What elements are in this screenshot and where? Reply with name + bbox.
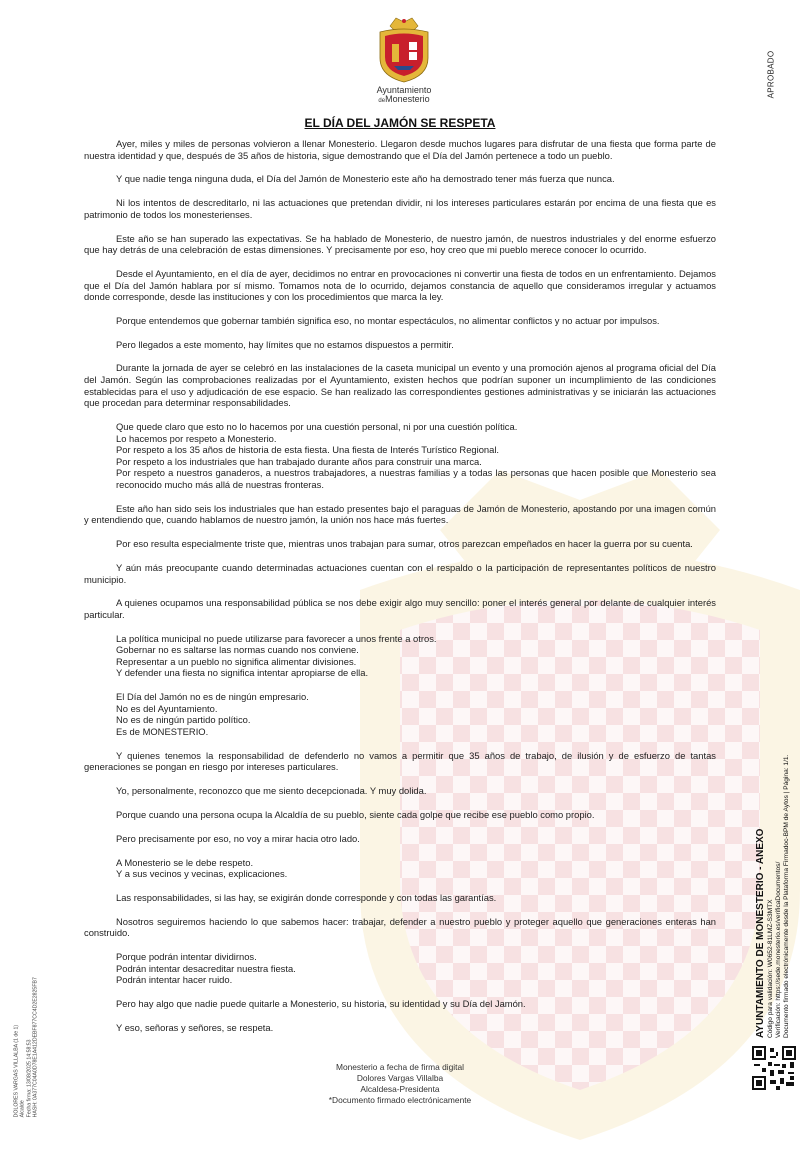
qr-code-icon <box>752 1046 796 1090</box>
paragraph: Porque entendemos que gobernar también significa eso, no montar espectáculos, no alimentar conflictos y no actuar por impulsos. <box>116 314 660 326</box>
block-line: A Monesterio se le debe respeto. <box>116 856 254 868</box>
block-line: Por respeto a los 35 años de historia de esta fiesta. Una fiesta de Interés Turístico Regional. <box>116 444 500 456</box>
block-line: Gobernar no es saltarse las normas cuando nos conviene. <box>116 644 359 656</box>
block-line: Y defender una fiesta no significa intentar apropiarse de ella. <box>116 667 369 679</box>
paragraph: Las responsabilidades, si las hay, se exigirán donde corresponde y con todas las garantías. <box>116 891 497 903</box>
block-line: El Día del Jamón no es de ningún empresario. <box>116 691 309 703</box>
signature-block <box>260 1062 540 1106</box>
paragraph: Ni los intentos de descreditarlo, ni las actuaciones que pretendan dividir, ni los intereses particulares estarán por encima de una fiesta que es patrimonio de todos los monesterienses. <box>84 197 716 220</box>
organization-name <box>346 86 462 106</box>
block-line: Por respeto a los industriales que han trabajado durante años para construir una marca. <box>116 455 482 467</box>
signature-note: *Documento firmado electrónicamente <box>328 1095 472 1105</box>
text-block <box>84 421 716 491</box>
paragraph: Este año han sido seis los industriales que han estado presentes bajo el paraguas de Jamón de Monesterio, apostando por una imagen común y entendiendo que, cuando hablamos de nuestro jamón, la unión nos hace más fuertes. <box>84 502 716 526</box>
text-block <box>84 691 716 737</box>
org-name-line1: Ayuntamiento <box>376 85 432 95</box>
signature-name: Dolores Vargas Villalba <box>356 1073 444 1083</box>
paragraph: Pero llegados a este momento, hay límites que no estamos dispuestos a permitir. <box>116 338 454 350</box>
document-body <box>84 138 716 1046</box>
paragraph: Durante la jornada de ayer se celebró en las instalaciones de la caseta municipal un evento y una promoción ajenos al programa oficial del Día del Jamón. Según las comprobaciones realizadas por el Ayuntamiento, existen hechos que podrían suponer un incumplimiento de las condiciones establecidas para el uso y adjudicación de ese espacio. Se han realizado las correspondientes gestiones administrativas y se iniciarán las actuaciones que procedan para determinar responsabilidades. <box>84 362 716 409</box>
paragraph: Yo, personalmente, reconozco que me siento decepcionada. Y muy dolida. <box>116 785 427 797</box>
text-block <box>84 951 716 986</box>
org-name-de: de <box>378 98 386 104</box>
signature-role: Alcaldesa-Presidenta <box>360 1084 440 1094</box>
paragraph: Pero hay algo que nadie puede quitarle a Monesterio, su historia, su identidad y su Día del Jamón. <box>116 998 526 1009</box>
block-line: Porque podrán intentar dividirnos. <box>116 951 257 963</box>
paragraph: Desde el Ayuntamiento, en el día de ayer, decidimos no entrar en provocaciones ni convertir una fiesta de todos en un enfrentamiento. Dejamos que el Día del Jamón hablara por sí mismo. Tomamos nota de lo ocurrido, dejamos constancia de aquello que consideramos irregular y actuamos donde corresponde, desde las instituciones y con los procedimientos que marca la ley. <box>84 267 716 303</box>
org-name-line2: Monesterio <box>385 94 430 104</box>
coat-of-arms-icon <box>372 14 436 84</box>
block-line: La política municipal no puede utilizarse para favorecer a unos frente a otros. <box>116 632 437 644</box>
left-margin-signature-info <box>6 900 46 1125</box>
paragraph: Y eso, señoras y señores, se respeta. <box>116 1021 274 1033</box>
validation-note: Documento firmado electrónicamente desde la Plataforma Firmadoc-BPM de Aytos | Página: 1/1. <box>783 754 790 1038</box>
paragraph: Y que nadie tenga ninguna duda, el Día del Jamón de Monesterio este año ha demostrado tener más fuerza que nunca. <box>116 173 615 185</box>
paragraph: Y aún más preocupante cuando determinadas actuaciones cuentan con el respaldo o la participación de representantes políticos de nuestro municipio. <box>84 561 716 585</box>
right-margin-validation-info <box>748 745 798 1045</box>
document-title: EL DÍA DEL JAMÓN SE RESPETA <box>304 116 496 130</box>
paragraph: Porque cuando una persona ocupa la Alcaldía de su pueblo, siente cada golpe que recibe ese pueblo como propio. <box>116 808 595 820</box>
block-line: No es de ningún partido político. <box>116 714 251 726</box>
text-block <box>84 633 716 679</box>
block-line: Por respeto a nuestros ganaderos, a nuestros trabajadores, a nuestras familias y a todas las personas que hacen posible que Monesterio sea reconocido mucho más allá de nuestras fronteras. <box>116 467 716 490</box>
margin-line: DOLORES VARGAS VILLALBA (1 de 1) <box>13 1024 20 1118</box>
validation-code: Código para validación: W0652-81LMZ-S3MTX <box>767 899 774 1038</box>
signature-line: Monesterio a fecha de firma digital <box>335 1062 465 1072</box>
validation-title: AYUNTAMIENTO DE MONESTERIO - ANEXO <box>755 828 766 1038</box>
status-stamp <box>763 48 777 108</box>
validation-link[interactable]: Verificación: https://sede.monesterio.es/verificaDocumentos/ <box>775 861 782 1038</box>
paragraph: Y quienes tenemos la responsabilidad de defenderlo no vamos a permitir que 35 años de trabajo, de ilusión y de esfuerzo de tantas generaciones se pongan en riesgo por intereses particulares. <box>84 749 716 773</box>
block-line: Lo hacemos por respeto a Monesterio. <box>116 432 277 444</box>
paragraph: Por eso resulta especialmente triste que, mientras unos trabajan para sumar, otros parezcan empeñados en hacer la guerra por su cuenta. <box>116 538 693 550</box>
block-line: Es de MONESTERIO. <box>116 726 209 737</box>
status-stamp-text: APROBADO <box>766 50 776 99</box>
margin-line: Fecha firma: 13/08/2025 14:58:53 <box>26 1039 33 1118</box>
block-line: Podrán intentar hacer ruido. <box>116 974 233 986</box>
paragraph: Nosotros seguiremos haciendo lo que sabemos hacer: trabajar, defender a nuestro pueblo y proteger aquello que generaciones enteras han construido. <box>84 915 716 939</box>
text-block <box>84 857 716 880</box>
block-line: Y a sus vecinos y vecinas, explicaciones. <box>116 868 288 880</box>
paragraph: Este año se han superado las expectativas. Se ha hablado de Monesterio, de nuestro jamón, de nuestros industriales y del enorme esfuerzo que hay detrás de una celebración de estas dimensiones. Y precisamente por eso, hoy creo que mi pueblo merece conocer lo ocurrido. <box>84 232 716 256</box>
block-line: No es del Ayuntamiento. <box>116 702 218 714</box>
paragraph: Ayer, miles y miles de personas volvieron a llenar Monesterio. Llegaron desde muchos lugares para disfrutar de una fiesta que forma parte de nuestra identidad y que, después de 35 años de historia, sigue demostrando que el Día del Jamón pertenece a todo un pueblo. <box>84 138 716 161</box>
paragraph: Pero precisamente por eso, no voy a mirar hacia otro lado. <box>116 832 360 844</box>
margin-line: HASH: 0A377C04A0D78E1A412DEBF877CC4D2E2825FB7 <box>32 977 39 1118</box>
block-line: Representar a un pueblo no significa alimentar divisiones. <box>116 655 357 667</box>
block-line: Que quede claro que esto no lo hacemos por una cuestión personal, ni por una cuestión política. <box>116 421 518 432</box>
block-line: Podrán intentar desacreditar nuestra fiesta. <box>116 962 296 974</box>
paragraph: A quienes ocupamos una responsabilidad pública se nos debe exigir algo muy sencillo: poner el interés general por delante de cualquier interés particular. <box>84 597 716 620</box>
margin-line: Alcalde <box>20 1100 27 1118</box>
